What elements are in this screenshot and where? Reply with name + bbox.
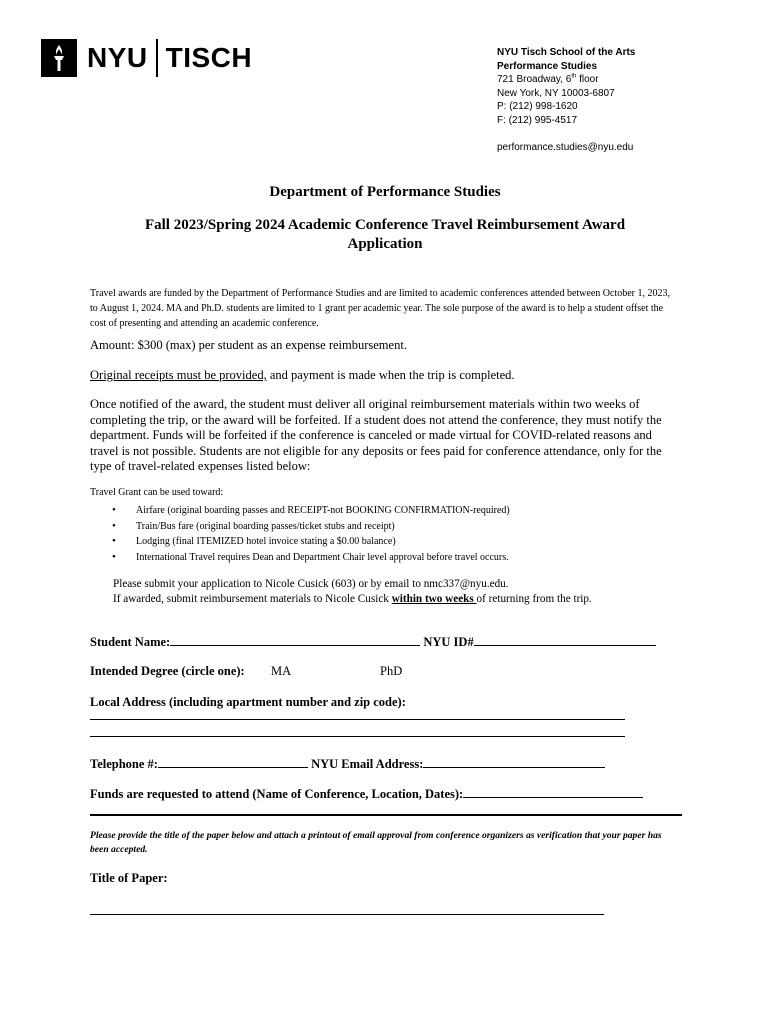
grant-expense-list [90,503,690,565]
degree-option-phd[interactable]: PhD [380,664,403,678]
email-label: NYU Email Address: [307,757,424,771]
paper-instructions: Please provide the title of the paper below and attach a printout of email approval from conference organizers as verification that your paper has been accepted. [90,830,662,855]
contact-row [90,755,605,772]
paper-title-label: Title of Paper: [90,871,168,885]
email-field[interactable] [423,755,605,768]
address-field-line1[interactable] [90,719,625,720]
address-field-line2[interactable] [90,736,625,737]
school-name: NYU Tisch School of the Arts [497,47,636,58]
nyu-id-field[interactable] [474,633,656,646]
submit-line: Please submit your application to Nicole Cusick (603) or by email to nmc337@nyu.edu. [113,578,509,590]
conference-label: Funds are requested to attend (Name of Conference, Location, Dates): [90,787,464,801]
intro-paragraph: Travel awards are funded by the Department of Performance Studies and are limited to academic conferences attended between October 1, 2023, to August 1, 2024. MA and Ph.D. students are limited to 1 grant per academic year. The sole purpose of the award is to help a student offset the cost of presenting and attending an academic conference. [90,288,670,329]
student-name-row [90,633,656,650]
award-amount: Amount: $300 (max) per student as an expense reimbursement. [90,338,407,352]
school-address-block [497,46,635,154]
notification-paragraph: Once notified of the award, the student must deliver all original reimbursement materials within two weeks of completing the trip, or the award will be forfeited. If a student does not attend the conference, they must notify the department. Funds will be forfeited if the conference is canceled or made virtual for COVID-related reasons and travel is not possible. Students are not eligible for any deposits or fees paid for conference attendance, only for the type of travel-related expenses listed below: [90,397,662,473]
list-item: • International Travel requires Dean and Department Chair level approval before travel occurs. [90,550,690,566]
fax-number: F: (212) 995-4517 [497,114,578,126]
department-heading: Department of Performance Studies [269,184,501,200]
list-item: • Train/Bus fare (original boarding passes/ticket stubs and receipt) [90,519,690,535]
reimbursement-line: If awarded, submit reimbursement materials to Nicole Cusick within two weeks of returning from the trip. [113,593,592,605]
degree-label: Intended Degree (circle one): [90,664,245,678]
degree-option-ma[interactable]: MA [271,664,292,678]
department-name: Performance Studies [497,60,598,72]
form-title-line1: Fall 2023/Spring 2024 Academic Conference Travel Reimbursement Award [144,217,626,233]
local-address-label: Local Address (including apartment number and zip code): [90,695,406,709]
telephone-label: Telephone #: [90,757,158,771]
conference-field[interactable] [463,785,643,798]
city-address: New York, NY 10003-6807 [497,87,615,99]
nyu-tisch-logo [41,38,252,78]
logo-divider [156,39,158,77]
logo-tisch-text: TISCH [165,42,253,73]
student-name-field[interactable] [170,633,420,646]
phone-number: P: (212) 998-1620 [497,101,578,113]
form-title-line2: Application [347,236,423,252]
student-name-label: Student Name: [90,635,171,649]
torch-icon [41,39,77,77]
street-address: 721 Broadway, 6th floor [497,73,599,86]
submission-instructions [113,577,592,607]
receipts-paragraph: Original receipts must be provided, and payment is made when the trip is completed. [90,368,515,382]
list-item: • Lodging (final ITEMIZED hotel invoice stating a $0.00 balance) [90,534,690,550]
department-email: performance.studies@nyu.edu [497,141,634,153]
grant-list-label: Travel Grant can be used toward: [90,487,224,498]
logo-nyu-text: NYU [87,42,148,73]
conference-row [90,785,643,802]
list-item: • Airfare (original boarding passes and RECEIPT-not BOOKING CONFIRMATION-required) [90,503,690,519]
paper-title-field[interactable] [90,914,604,915]
section-divider [90,814,682,816]
nyu-id-label: NYU ID# [420,635,474,649]
degree-row [90,664,510,680]
telephone-field[interactable] [158,755,308,768]
